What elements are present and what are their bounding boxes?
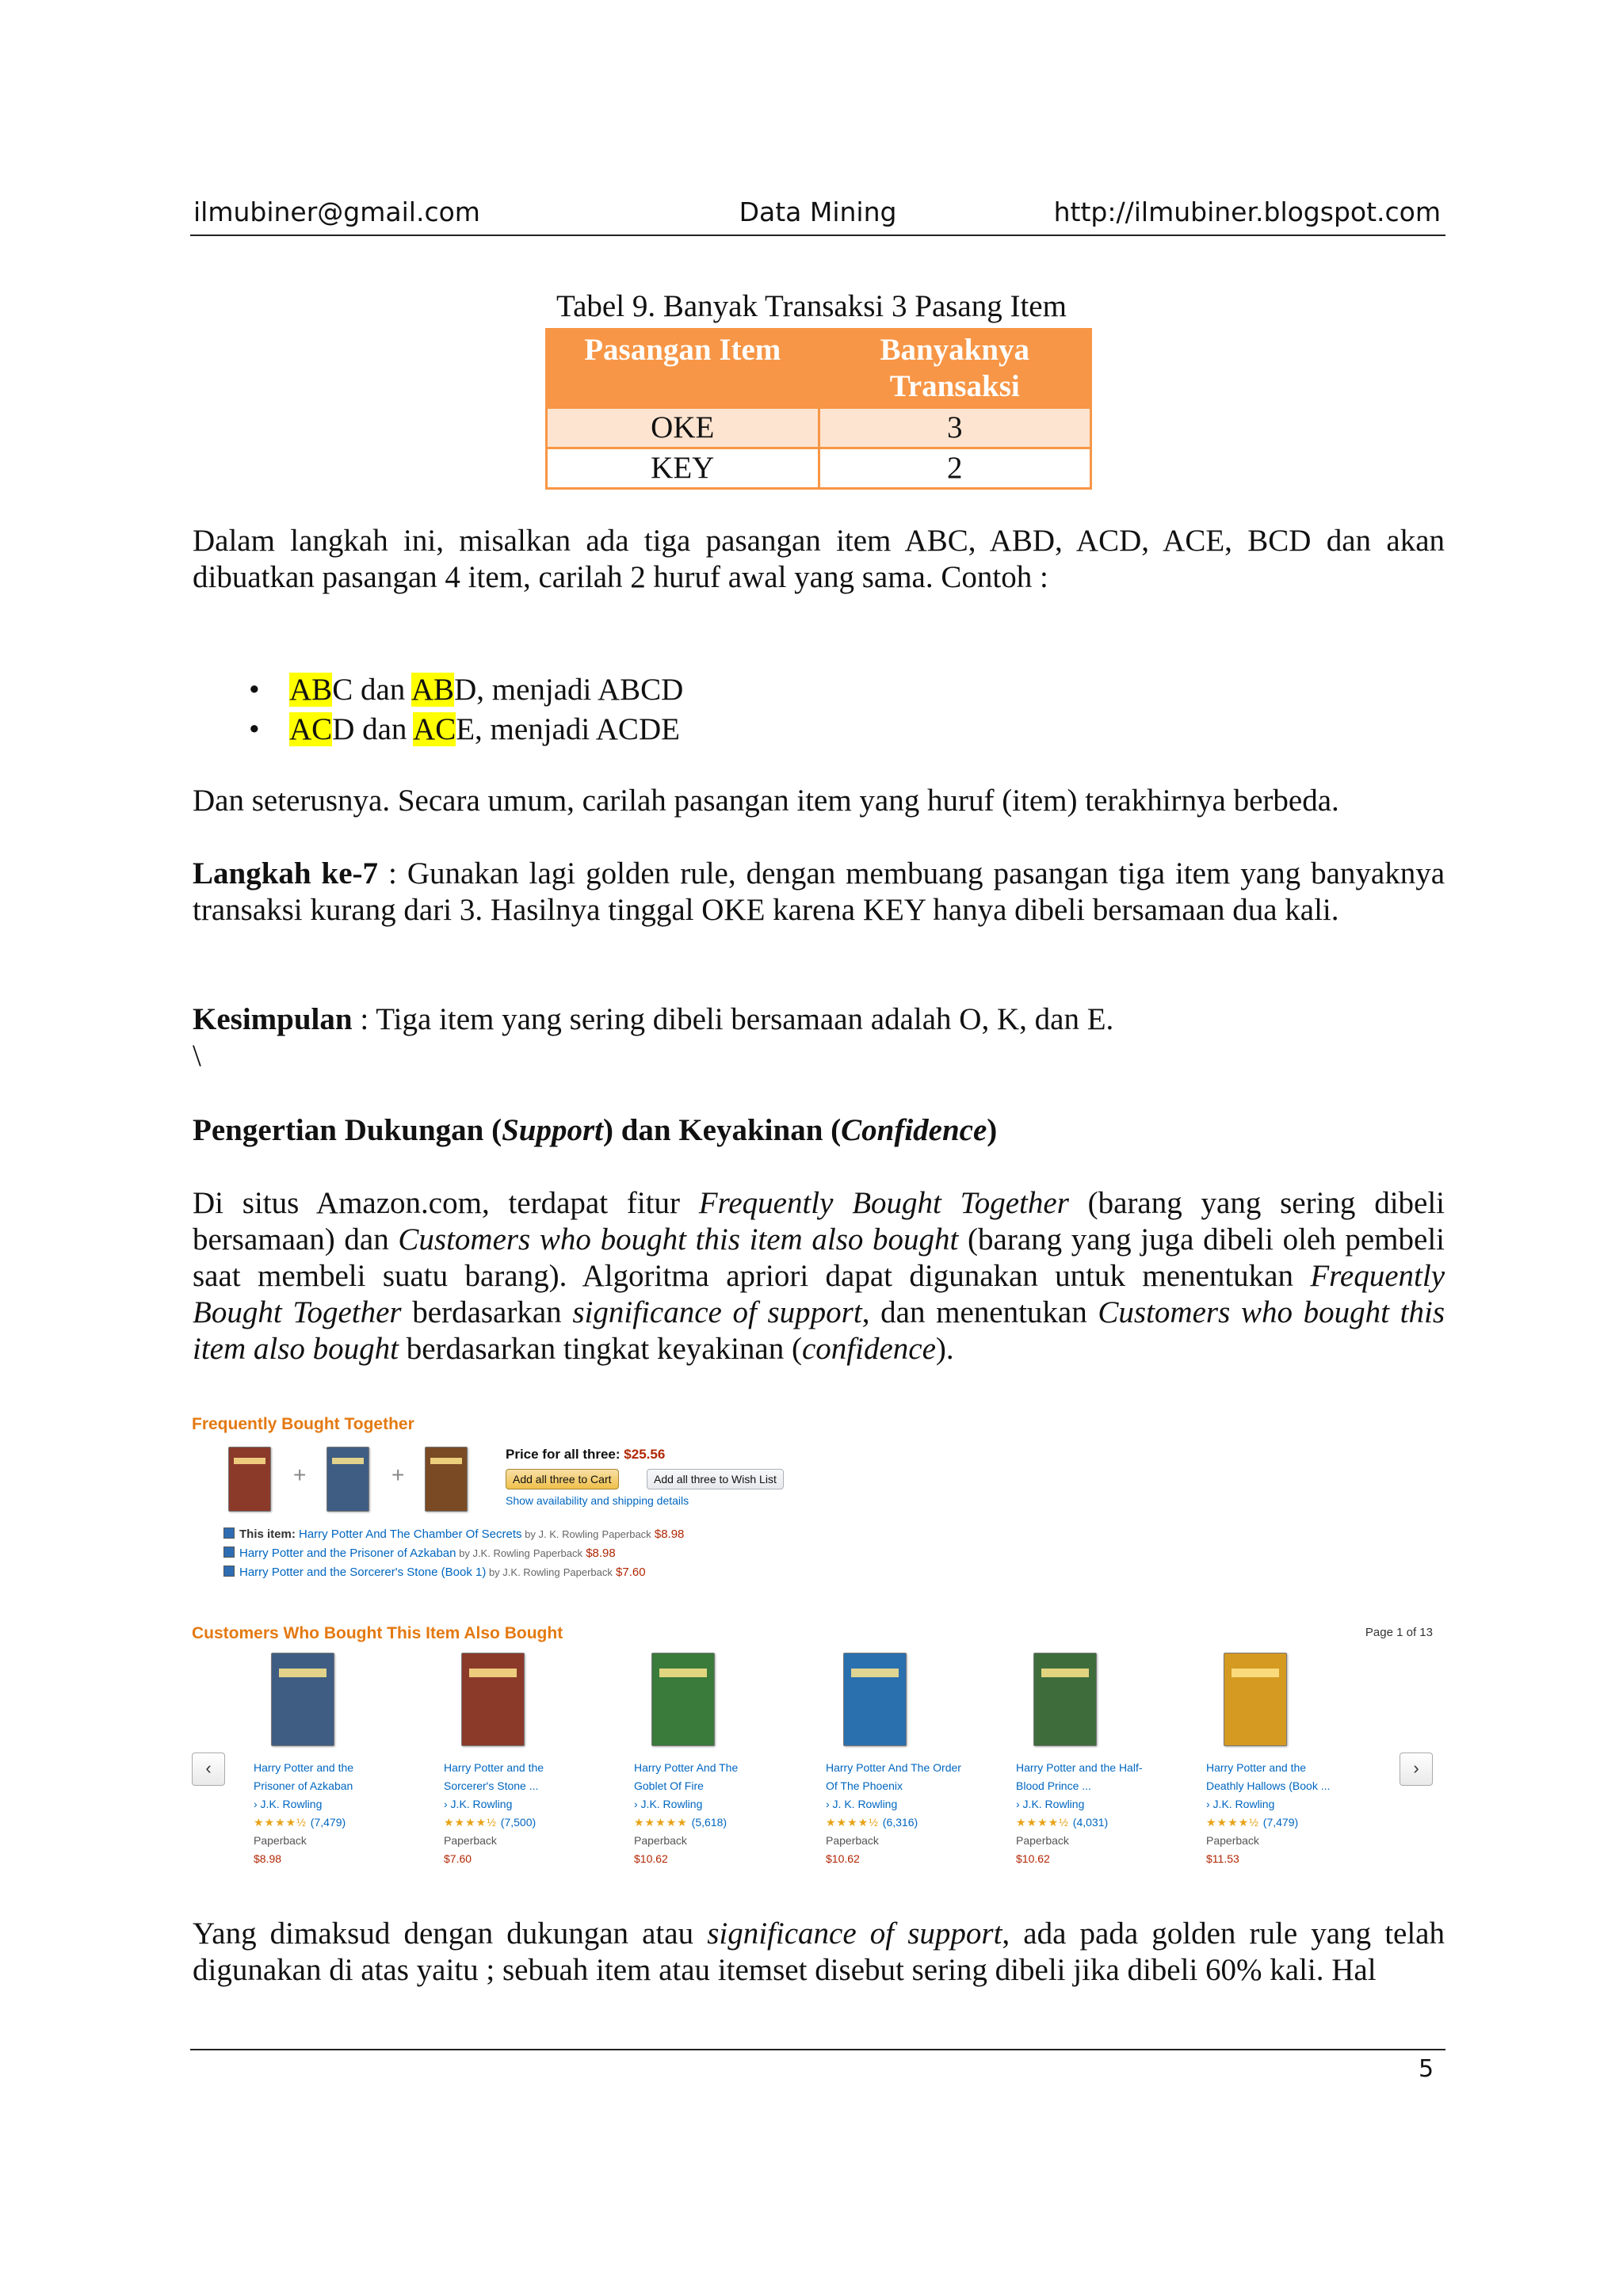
book-cover[interactable] [425,1447,468,1512]
item-author[interactable]: › J.K. Rowling [254,1798,323,1810]
step-text: : Gunakan lagi golden rule, dengan membuang pasangan tiga item yang banyaknya transaksi kurang dari 3. Hasilnya tinggal OKE karena KEY hanya dibeli bersamaan dua kali. [193,856,1445,927]
text-span: Sorcerer's Stone ... [444,1779,539,1792]
header-title: Data Mining [739,196,897,227]
carousel-item[interactable] [254,1653,420,1868]
paragraph-conclusion [193,1001,1445,1038]
item-author[interactable]: › J.K. Rowling [444,1798,513,1810]
text-span: ) [987,1113,998,1147]
review-count[interactable]: (7,479) [310,1816,346,1829]
check-author: by J.K. Rowling [456,1547,530,1559]
checkbox-icon[interactable] [223,1547,235,1558]
item-title[interactable] [254,1759,420,1795]
item-author[interactable]: › J.K. Rowling [1206,1798,1275,1810]
check-prefix: This item: [239,1527,296,1541]
star-rating[interactable] [826,1814,992,1832]
table-row [547,448,1091,489]
item-price: $7.60 [444,1852,472,1865]
review-count[interactable]: (4,031) [1072,1816,1109,1829]
text-span: Support [502,1113,603,1147]
item-title[interactable] [444,1759,610,1795]
check-format: Paperback [533,1547,583,1559]
text-span: ). [935,1332,954,1366]
check-format: Paperback [563,1566,613,1578]
text-span: significance of support [572,1295,862,1329]
text-span: Prisoner of Azkaban [254,1779,353,1792]
text-span: , ada pada golden rule yang telah digunakan di atas yaitu ; sebuah item atau itemset disebut sering dibeli jika dibeli 60% kali. Hal [193,1917,1445,1987]
conclusion-label: Kesimpulan [193,1002,353,1036]
table-caption: Tabel 9. Banyak Transaksi 3 Pasang Item [556,289,1067,323]
add-to-wishlist-button[interactable]: Add all three to Wish List [647,1469,784,1489]
text-span: Harry Potter and the [254,1761,354,1774]
text-span: Harry Potter And The Order [826,1761,961,1774]
header-url: http://ilmubiner.blogspot.com [1053,196,1441,227]
fbt-check-item[interactable] [223,1547,616,1560]
stars-icon: ★★★★½ [1016,1816,1069,1829]
item-price: $8.98 [254,1852,282,1865]
column-header: Pasangan Item [547,330,819,408]
stars-icon: ★★★★½ [1206,1816,1259,1829]
bullet-list [238,670,683,749]
text-span: Di situs Amazon.com, terdapat fitur [193,1186,699,1220]
item-price: $10.62 [634,1852,668,1865]
item-title[interactable] [1016,1759,1182,1795]
stars-icon: ★★★★½ [444,1816,497,1829]
carousel-item[interactable] [634,1653,800,1868]
text-span: D [454,673,477,707]
add-to-cart-button[interactable]: Add all three to Cart [506,1469,619,1489]
text-span: Frequently Bought Together [698,1186,1069,1220]
text-span: Yang dimaksud dengan dukungan atau [193,1917,708,1951]
star-rating[interactable] [1206,1814,1373,1832]
section-title [193,1112,1445,1149]
table-header-row [547,330,1091,408]
list-item [238,710,683,749]
text-span: ) dan Keyakinan ( [602,1113,842,1147]
column-header: Banyaknya Transaksi [819,330,1091,408]
fbt-check-item[interactable] [223,1566,646,1579]
table-cell: OKE [547,408,819,448]
item-author[interactable]: › J.K. Rowling [634,1798,703,1810]
carousel-item[interactable] [1016,1653,1182,1868]
item-format: Paperback [1016,1834,1069,1847]
item-format: Paperback [826,1834,879,1847]
carousel-prev-button[interactable]: ‹ [192,1753,225,1786]
item-price: $10.62 [826,1852,860,1865]
check-author: by J.K. Rowling [486,1566,560,1578]
paragraph-amazon [193,1185,1445,1367]
plus-icon: + [293,1463,307,1487]
carousel-item[interactable] [444,1653,610,1868]
table-cell: 2 [819,448,1091,489]
check-price: $8.98 [654,1527,685,1541]
item-author[interactable]: › J.K. Rowling [1016,1798,1085,1810]
stars-icon: ★★★★½ [826,1816,879,1829]
cwb-title: Customers Who Bought This Item Also Bought [192,1624,563,1642]
text-span: dan [353,673,411,707]
text-span: Pengertian Dukungan ( [193,1113,502,1147]
step-label: Langkah ke-7 [193,856,379,891]
plus-icon: + [391,1463,405,1487]
book-cover[interactable] [651,1653,715,1746]
book-cover[interactable] [461,1653,525,1746]
highlight: AC [289,712,333,746]
text-span: berdasarkan [401,1295,573,1329]
fbt-title: Frequently Bought Together [192,1415,414,1433]
review-count[interactable]: (5,618) [691,1816,727,1829]
text-span: Deathly Hallows (Book ... [1206,1779,1331,1792]
check-title[interactable]: Harry Potter and the Prisoner of Azkaban [239,1547,456,1560]
text-span: significance of support [707,1917,1002,1951]
paragraph-step7 [193,856,1445,929]
carousel-item[interactable] [826,1653,992,1868]
text-span: C [332,673,353,707]
book-cover[interactable] [271,1653,334,1746]
conclusion-text: : Tiga item yang sering dibeli bersamaan adalah O, K, dan E. [352,1002,1114,1036]
check-title[interactable]: Harry Potter And The Chamber Of Secrets [295,1527,522,1541]
text-span: , menjadi ABCD [476,673,684,707]
backslash-line: \ [193,1039,201,1073]
stars-icon: ★★★★½ [254,1816,307,1829]
check-price: $7.60 [616,1566,646,1579]
paragraph-intro: Dalam langkah ini, misalkan ada tiga pasangan item ABC, ABD, ACD, ACE, BCD dan akan dibuatkan pasangan 4 item, carilah 2 huruf awal yang sama. Contoh : [193,524,1445,594]
check-title[interactable]: Harry Potter and the Sorcerer's Stone (Book 1) [239,1566,487,1579]
footer-rule [190,2049,1445,2050]
text-span: Harry Potter And The [634,1761,739,1774]
page-indicator: Page 1 of 13 [1365,1626,1433,1639]
carousel-item[interactable] [1206,1653,1373,1868]
stars-icon: ★★★★★ [634,1816,688,1829]
carousel-next-button[interactable]: › [1400,1753,1433,1786]
amazon-screenshot [192,1415,1449,1875]
text-span: Customers who bought this item also bought [193,1295,1445,1366]
text-span: (barang yang juga dibeli oleh pembeli saat membeli suatu barang). Algoritma apriori dapat digunakan untuk menentukan [193,1222,1445,1293]
item-title[interactable] [1206,1759,1373,1795]
item-format: Paperback [254,1834,307,1847]
paragraph-continue: Dan seterusnya. Secara umum, carilah pasangan item yang huruf (item) terakhirnya berbeda. [193,784,1339,818]
star-rating[interactable] [444,1814,610,1832]
review-count[interactable]: (7,500) [500,1816,537,1829]
text-span: Harry Potter and the Half- [1016,1761,1143,1774]
star-rating[interactable] [254,1814,420,1832]
text-span: Harry Potter and the [444,1761,544,1774]
review-count[interactable]: (7,479) [1262,1816,1299,1829]
star-rating[interactable] [1016,1814,1182,1832]
paragraph-support [193,1916,1445,1989]
item-format: Paperback [634,1834,687,1847]
text-span: confidence [801,1332,936,1366]
text-span: berdasarkan tingkat keyakinan ( [399,1332,802,1366]
item-title[interactable] [826,1759,992,1795]
text-span: Harry Potter and the [1206,1761,1307,1774]
item-price: $10.62 [1016,1852,1050,1865]
availability-link[interactable]: Show availability and shipping details [506,1494,689,1507]
item-author[interactable]: › J. K. Rowling [826,1798,898,1810]
book-cover[interactable] [1033,1653,1097,1746]
text-span: Customers who bought this item also bought [398,1222,959,1257]
price-label: Price for all three: [506,1447,621,1462]
item-title[interactable] [634,1759,800,1795]
item-format: Paperback [1206,1834,1259,1847]
checkbox-icon[interactable] [223,1566,235,1577]
item-format: Paperback [444,1834,497,1847]
text-span: E [456,712,475,746]
text-span: D [332,712,355,746]
star-rating[interactable] [634,1814,800,1832]
text-span: Frequently Bought Together [193,1259,1445,1329]
highlight: AB [411,673,455,707]
table-row [547,408,1091,448]
table-cell: 3 [819,408,1091,448]
book-cover[interactable] [327,1447,369,1512]
text-span: Blood Prince ... [1016,1779,1091,1792]
check-format: Paperback [601,1528,651,1540]
book-cover[interactable] [228,1447,271,1512]
checkbox-icon[interactable] [223,1527,235,1539]
book-cover[interactable] [843,1653,907,1746]
price-value: $25.56 [624,1447,666,1462]
check-author: by J. K. Rowling [521,1528,599,1540]
list-item [238,670,683,710]
highlight: AB [289,673,333,707]
book-cover[interactable] [1224,1653,1287,1746]
text-span: (barang yang sering dibeli bersamaan) dan [193,1186,1445,1257]
transactions-table [545,328,1092,490]
header-email: ilmubiner@gmail.com [193,196,480,227]
text-span: Goblet Of Fire [634,1779,704,1792]
text-span: dan [354,712,414,746]
text-span: , dan menentukan [861,1295,1098,1329]
text-span: Of The Phoenix [826,1779,903,1792]
page-header [190,193,1445,236]
text-span: , menjadi ACDE [475,712,680,746]
page-number: 5 [1419,2055,1434,2083]
item-price: $11.53 [1206,1852,1239,1865]
text-span: Confidence [841,1113,987,1147]
check-price: $8.98 [586,1547,616,1560]
table-cell: KEY [547,448,819,489]
review-count[interactable]: (6,316) [882,1816,918,1829]
price-total [506,1447,665,1463]
highlight: AC [413,712,456,746]
fbt-check-item[interactable] [223,1527,684,1541]
